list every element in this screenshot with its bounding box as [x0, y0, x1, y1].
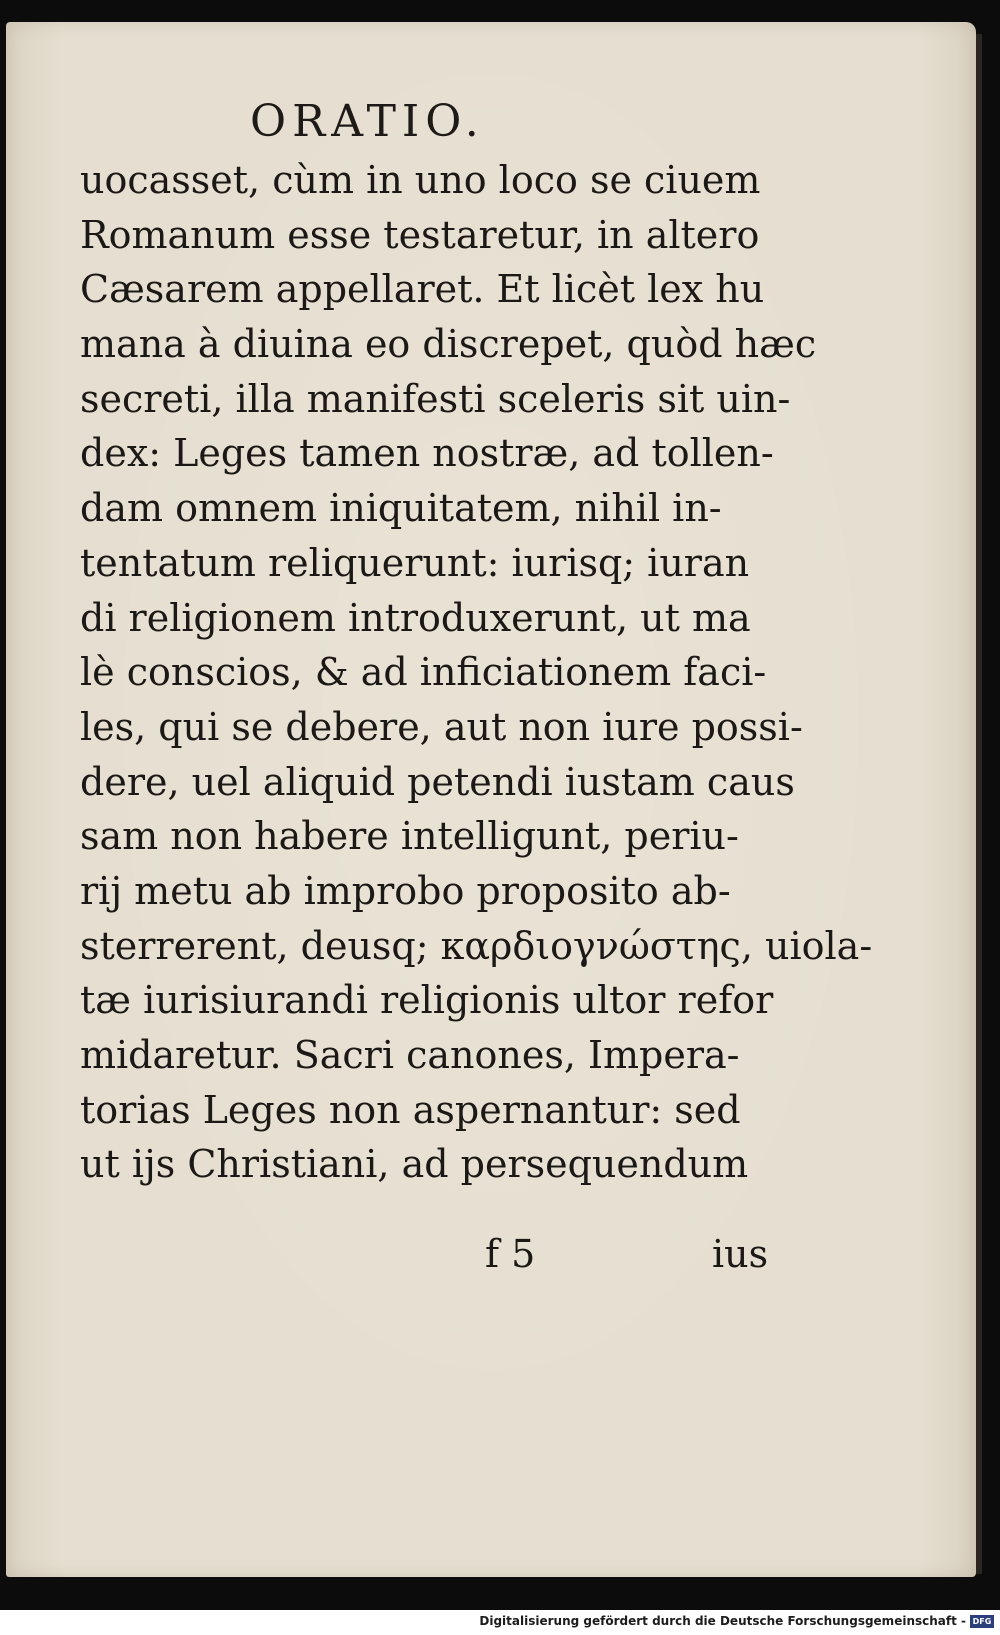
- text-line: dam omnem iniquitatem, nihil in-: [80, 486, 722, 531]
- text-line: Cæsarem appellaret. Et licèt lex hu: [80, 267, 765, 312]
- text-line: Romanum esse testaretur, in altero: [80, 212, 760, 257]
- running-title: ORATIO.: [250, 96, 485, 147]
- digitization-footer: [0, 1610, 1000, 1635]
- page-edge-shadow: [976, 34, 982, 1574]
- dfg-logo-icon: DFG: [970, 1615, 994, 1628]
- funding-credit: Digitalisierung gefördert durch die Deutsche Forschungsgemeinschaft -: [479, 1614, 966, 1628]
- text-line: mana à diuina eo discrepet, quòd hæc: [80, 322, 817, 367]
- body-text: [80, 153, 873, 1192]
- text-line: secreti, illa manifesti sceleris sit uin-: [80, 376, 791, 421]
- catchword: ius: [712, 1232, 769, 1276]
- text-line: di religionem introduxerunt, ut ma: [80, 595, 751, 640]
- text-line: dere, uel aliquid petendi iustam caus: [80, 759, 795, 804]
- text-line: sterrerent, deusq; καρδιογνώστης, uiola-: [80, 923, 873, 968]
- text-line: dex: Leges tamen nostræ, ad tollen-: [80, 431, 774, 476]
- text-line: torias Leges non aspernantur: sed: [80, 1087, 741, 1132]
- text-line: rij metu ab improbo proposito ab-: [80, 868, 731, 913]
- text-line: midaretur. Sacri canones, Impera-: [80, 1033, 740, 1077]
- text-line: tæ iurisiurandi religionis ultor refor: [80, 978, 774, 1023]
- page-foot: [80, 1232, 780, 1282]
- signature-mark: f 5: [485, 1232, 536, 1276]
- text-line: ut ijs Christiani, ad persequendum: [80, 1142, 749, 1187]
- text-line: les, qui se debere, aut non iure possi-: [80, 704, 803, 749]
- text-line: lè conscios, & ad inficiationem faci-: [80, 650, 767, 695]
- text-line: tentatum reliquerunt: iurisq; iuran: [80, 540, 750, 585]
- text-line: sam non habere intelligunt, periu-: [80, 814, 739, 859]
- text-line: uocasset, cùm in uno loco se ciuem: [80, 158, 761, 202]
